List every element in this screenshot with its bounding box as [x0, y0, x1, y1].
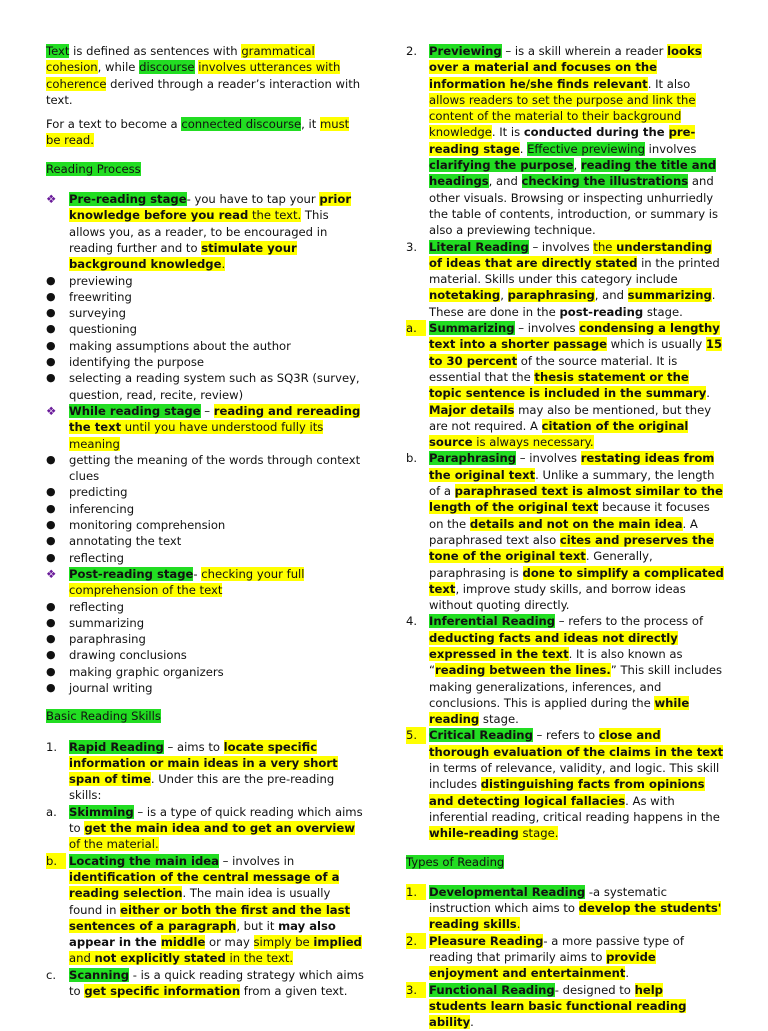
list-item-text	[69, 968, 364, 998]
text-run: details and not on the main idea	[469, 516, 683, 531]
text-run: – is a skill wherein a reader	[501, 44, 668, 58]
text-run: . A paraphrased text also	[429, 516, 698, 547]
bullet-item	[46, 680, 364, 696]
bullet-icon: ●	[46, 289, 56, 303]
bullet-icon: ●	[46, 501, 56, 515]
text-run: .	[625, 966, 630, 981]
text-run: . Generally, paraphrasing is	[429, 549, 653, 580]
list-item-text	[429, 728, 723, 840]
bullet-icon: ●	[46, 355, 56, 369]
list-item	[406, 239, 724, 320]
bullet-icon: ●	[46, 338, 56, 352]
text-run: clarifying the purpose	[429, 158, 574, 173]
text-run: Developmental Reading	[429, 884, 586, 899]
text-run: or may	[205, 935, 254, 950]
list-item	[406, 982, 724, 1031]
basic-skills-list	[46, 739, 364, 1000]
bullet-item	[46, 599, 364, 615]
text-run: cites and preserves the tone of the original text	[429, 532, 714, 564]
bullet-icon: ●	[46, 550, 56, 564]
text-run: – involves	[528, 239, 594, 254]
list-item-text	[429, 321, 722, 449]
bullet-item	[46, 615, 364, 631]
list-marker: a.	[406, 320, 426, 336]
list-item	[46, 739, 364, 804]
stage-item	[46, 191, 364, 272]
text-run: This allows you, as a reader, to be encouraged in reading further and to	[69, 208, 329, 255]
list-item-text	[429, 240, 720, 319]
text-run: get the main idea and to get an overview	[84, 821, 355, 836]
bullet-icon: ●	[46, 534, 56, 548]
text-run: Text	[46, 44, 70, 58]
text-run: Scanning	[69, 967, 130, 982]
text-run: until you have understood fully its meaning	[69, 420, 324, 451]
text-run: may also be mentioned, but they are not required. A	[429, 402, 712, 433]
bullet-item	[46, 517, 364, 533]
bullet-item	[46, 631, 364, 647]
text-run: – involves in	[218, 853, 295, 868]
bullet-item	[46, 305, 364, 321]
list-item-text	[69, 805, 363, 852]
text-run: reading the title and headings	[429, 158, 717, 189]
text-run: must be read.	[46, 117, 350, 148]
text-run: post-reading	[559, 304, 644, 319]
text-run: For a text to become a	[46, 117, 182, 132]
text-run: may also appear in the	[69, 918, 336, 950]
bullet-item	[46, 321, 364, 337]
text-run: prior knowledge before you read	[69, 192, 352, 223]
bullet-text: surveying	[69, 306, 126, 321]
text-run: Rapid Reading	[69, 739, 164, 754]
text-run: get specific information	[84, 984, 241, 999]
text-run: of the material.	[69, 837, 159, 852]
list-marker: 5.	[406, 727, 426, 743]
text-run: reading and rereading the text	[69, 403, 361, 435]
bullet-text: selecting a reading system such as SQ3R (survey, question, read, recite, review)	[69, 371, 360, 402]
intro-paragraph-2	[46, 116, 364, 149]
list-item	[406, 613, 724, 727]
text-run: reading between the lines.	[435, 663, 611, 678]
list-marker: b.	[46, 853, 66, 869]
list-item-text	[429, 614, 722, 726]
text-run: stage.	[479, 712, 519, 727]
list-item	[406, 450, 724, 613]
text-run: is defined as sentences with	[69, 44, 242, 58]
list-item	[406, 933, 724, 982]
bullet-icon: ●	[46, 615, 56, 629]
list-item-text	[69, 192, 351, 271]
text-run: stimulate your background knowledge	[69, 240, 297, 272]
skills-list-continued	[406, 43, 724, 842]
text-run: .	[470, 1015, 474, 1030]
list-marker: a.	[46, 804, 57, 819]
text-run: .	[519, 141, 528, 156]
text-run: -a systematic instruction which aims to	[429, 884, 667, 916]
text-run: stage.	[643, 304, 683, 319]
bullet-item	[46, 533, 364, 549]
bullet-item	[46, 452, 364, 485]
text-run: Skimming	[69, 804, 134, 819]
text-run: Locating the main idea	[69, 853, 219, 868]
text-run: while-reading	[429, 826, 519, 841]
text-run: – aims to	[163, 739, 224, 754]
list-marker: ❖	[46, 192, 57, 207]
text-run: – refers to	[532, 728, 599, 743]
text-run: Paraphrasing	[429, 451, 517, 466]
bullet-text: annotating the text	[69, 534, 182, 549]
text-run: done to simplify a complicated text	[429, 565, 724, 596]
text-run: –	[200, 403, 214, 418]
text-run: involves	[644, 141, 697, 156]
left-column	[46, 43, 364, 999]
bullet-text: questioning	[69, 322, 138, 337]
text-run: . Unlike a summary, the length of a	[429, 467, 715, 499]
text-run: conducted during the	[523, 125, 669, 140]
text-run: - designed to	[554, 982, 635, 997]
list-item-text	[429, 983, 686, 1030]
bullet-text: previewing	[69, 273, 133, 288]
reading-process-heading: Reading Process	[46, 161, 141, 176]
list-marker: c.	[46, 967, 57, 982]
text-run: . These are done in the	[429, 288, 716, 319]
list-item-text	[69, 404, 360, 451]
bullet-item	[46, 550, 364, 566]
list-marker: b.	[406, 451, 418, 466]
reading-stages	[46, 191, 364, 696]
text-run: Functional Reading	[429, 982, 555, 997]
bullet-icon: ●	[46, 680, 56, 694]
text-run: While reading stage	[69, 403, 201, 418]
text-run: derived through a reader’s interaction with text.	[46, 76, 361, 107]
bullet-text: journal writing	[69, 680, 153, 695]
text-run: . It is also known as “	[429, 646, 683, 678]
text-run: . As with inferential reading, critical reading happens in the	[429, 793, 720, 824]
list-item	[406, 884, 724, 933]
text-run: , and	[594, 288, 628, 303]
text-run: , it	[301, 117, 320, 132]
text-run: close and thorough evaluation of the claims in the text	[429, 728, 724, 759]
bullet-text: summarizing	[69, 615, 145, 630]
list-item	[406, 727, 724, 841]
text-run: notetaking	[429, 288, 501, 303]
text-run: checking your full comprehension of the text	[69, 566, 305, 598]
text-run: help students learn basic functional reading ability	[429, 982, 687, 1030]
text-run: identification of the central message of a reading selection	[69, 869, 340, 901]
bullet-icon: ●	[46, 664, 56, 678]
text-run: . The main idea is usually found in	[69, 886, 331, 917]
types-of-reading-heading: Types of Reading	[406, 854, 505, 869]
text-run: restating ideas from the original text	[429, 451, 715, 482]
bullet-text: making assumptions about the author	[69, 338, 291, 353]
bullet-text: freewriting	[69, 289, 132, 304]
text-run: stage.	[518, 826, 559, 841]
text-run: Inferential Reading	[429, 614, 556, 629]
bullet-icon: ●	[46, 452, 56, 466]
text-run: – involves	[516, 451, 581, 466]
text-run: while reading	[429, 695, 690, 727]
list-item	[406, 43, 724, 239]
text-run: Post-reading stage	[69, 566, 194, 581]
text-run: Pre-reading stage	[69, 192, 187, 207]
text-run: which is usually	[607, 337, 706, 352]
text-run: condensing a lengthy text into a shorter passage	[429, 321, 720, 352]
bullet-icon: ●	[46, 485, 56, 499]
list-item	[46, 804, 364, 853]
text-run: , but it	[236, 918, 279, 933]
text-run: middle	[160, 935, 206, 950]
list-item-text	[429, 934, 684, 981]
text-run: is always necessary.	[472, 435, 594, 450]
list-marker: 3.	[406, 239, 418, 254]
text-run: – refers to the process of	[555, 614, 704, 629]
text-run: understanding of ideas that are directly stated	[429, 239, 712, 270]
text-run: and	[69, 951, 95, 966]
text-run: of the source material. It is essential that the	[429, 353, 678, 384]
text-run: , improve study skills, and borrow ideas without quoting directly.	[429, 581, 686, 613]
bullet-icon: ●	[46, 599, 56, 613]
bullet-icon: ●	[46, 306, 56, 320]
text-run: citation of the original source	[429, 418, 689, 450]
list-marker: 2.	[406, 44, 418, 58]
text-run: . It also	[647, 76, 691, 91]
bullet-item	[46, 501, 364, 517]
text-run: -	[193, 566, 202, 581]
text-run: provide enjoyment and entertainment	[429, 950, 656, 981]
bullet-text: reflecting	[69, 550, 124, 565]
text-run: connected discourse	[181, 117, 302, 132]
text-run: Summarizing	[429, 321, 515, 336]
text-run: - a more passive type of reading that primarily aims to	[429, 933, 684, 965]
bullet-item	[46, 289, 364, 305]
bullet-item	[46, 647, 364, 663]
text-run: simply be	[253, 935, 314, 950]
text-run: looks over a material and focuses on the information he/she finds relevant	[429, 44, 702, 91]
text-run: in the printed material. Skills under this category include	[429, 255, 720, 287]
list-item-text	[69, 567, 304, 597]
text-run: - you have to tap your	[186, 192, 320, 207]
text-run: paraphrased text is almost similar to the length of the original text	[429, 484, 723, 515]
list-item-text	[429, 44, 718, 237]
bullet-item	[46, 370, 364, 403]
text-run: pre-reading stage	[429, 125, 696, 156]
text-run: . It is	[491, 125, 524, 140]
text-run: ” This skill includes making generalizations, inferences, and conclusions. This is applied during the	[429, 663, 722, 710]
list-item-text	[429, 885, 721, 932]
text-run: the text.	[248, 208, 302, 223]
bullet-item	[46, 338, 364, 354]
bullet-item	[46, 484, 364, 500]
text-run: Previewing	[429, 44, 502, 58]
text-run: Major details	[429, 402, 515, 417]
bullet-text: reflecting	[69, 599, 124, 614]
bullet-icon: ●	[46, 273, 56, 287]
text-run: checking the illustrations	[521, 174, 689, 189]
basic-reading-skills-heading: Basic Reading Skills	[46, 709, 161, 724]
stage-item	[46, 566, 364, 599]
bullet-text: drawing conclusions	[69, 648, 187, 663]
text-run: – is a type of quick reading which aims to	[69, 804, 363, 836]
bullet-item	[46, 273, 364, 289]
text-run: , while	[97, 60, 140, 75]
text-run: not explicitly stated	[94, 951, 226, 966]
text-run: deducting facts and ideas not directly expressed in the text	[429, 630, 678, 661]
stage-item	[46, 403, 364, 452]
list-item	[46, 967, 364, 1000]
text-run: - is a quick reading strategy which aims to	[69, 967, 364, 999]
text-run: Pleasure Reading	[429, 933, 544, 948]
text-run: and other visuals. Browsing or inspecting unhurriedly the table of contents, introduction, or summary is also a previewing technique.	[429, 174, 719, 238]
text-run: in terms of relevance, validity, and logic. This skill includes	[429, 761, 720, 792]
list-marker: 2.	[406, 933, 426, 949]
bullet-item	[46, 664, 364, 680]
list-item	[406, 320, 724, 450]
text-run: 15 to 30 percent	[429, 337, 723, 368]
bullet-text: getting the meaning of the words through context clues	[69, 452, 361, 484]
types-of-reading-list	[406, 884, 724, 1031]
text-run: .	[516, 917, 521, 932]
text-run: ,	[500, 288, 508, 303]
bullet-icon: ●	[46, 322, 56, 336]
text-run: implied	[313, 935, 362, 950]
list-marker: 3.	[406, 982, 426, 998]
text-run: discourse	[139, 60, 195, 75]
text-run: because it focuses on the	[429, 500, 710, 531]
list-item-text	[69, 740, 338, 803]
text-run: involves utterances with coherence	[46, 60, 341, 91]
list-item-text	[69, 854, 362, 966]
bullet-text: inferencing	[69, 501, 135, 516]
bullet-text: making graphic organizers	[69, 664, 224, 679]
bullet-icon: ●	[46, 371, 56, 385]
right-column	[406, 43, 724, 1031]
text-run: grammatical cohesion	[46, 44, 315, 75]
text-run: Literal Reading	[429, 239, 529, 254]
list-marker: 1.	[46, 739, 58, 754]
bullet-icon: ●	[46, 518, 56, 532]
text-run: from a given text.	[240, 984, 348, 999]
text-run: either or both the first and the last sentences of a paragraph	[69, 902, 351, 933]
bullet-icon: ●	[46, 632, 56, 646]
list-marker: ❖	[46, 566, 57, 581]
text-run: .	[221, 257, 226, 272]
list-marker: 4.	[406, 614, 418, 629]
list-marker: 1.	[406, 884, 426, 900]
text-run: Effective previewing	[527, 141, 645, 156]
bullet-text: predicting	[69, 485, 128, 500]
text-run: . Under this are the pre-reading skills:	[69, 772, 335, 803]
bullet-text: identifying the purpose	[69, 355, 204, 370]
text-run: Critical Reading	[429, 728, 533, 743]
text-run: paraphrasing	[507, 288, 595, 303]
bullet-item	[46, 354, 364, 370]
bullet-text: monitoring comprehension	[69, 518, 226, 533]
text-run: in the text.	[225, 951, 294, 966]
text-run: develop the students' reading skills	[429, 901, 722, 932]
bullet-text: paraphrasing	[69, 632, 146, 647]
text-run: thesis statement or the topic sentence is included in the summary	[429, 369, 707, 401]
intro-paragraph-1	[46, 43, 364, 108]
text-run: locate specific information or main ideas in a very short span of time	[69, 739, 338, 787]
text-run: allows readers to set the purpose and link the content of the material to their background knowledge	[429, 92, 696, 140]
text-run: – involves	[514, 321, 580, 336]
bullet-icon: ●	[46, 648, 56, 662]
text-run: , and	[488, 174, 522, 189]
text-run: summarizing	[627, 288, 712, 303]
list-item-text	[429, 451, 724, 612]
text-run: distinguishing facts from opinions and detecting logical fallacies	[429, 777, 705, 808]
list-item	[46, 853, 364, 967]
text-run: ,	[573, 158, 581, 173]
text-run: .	[706, 386, 710, 401]
text-run: the	[593, 239, 617, 254]
list-marker: ❖	[46, 403, 57, 418]
